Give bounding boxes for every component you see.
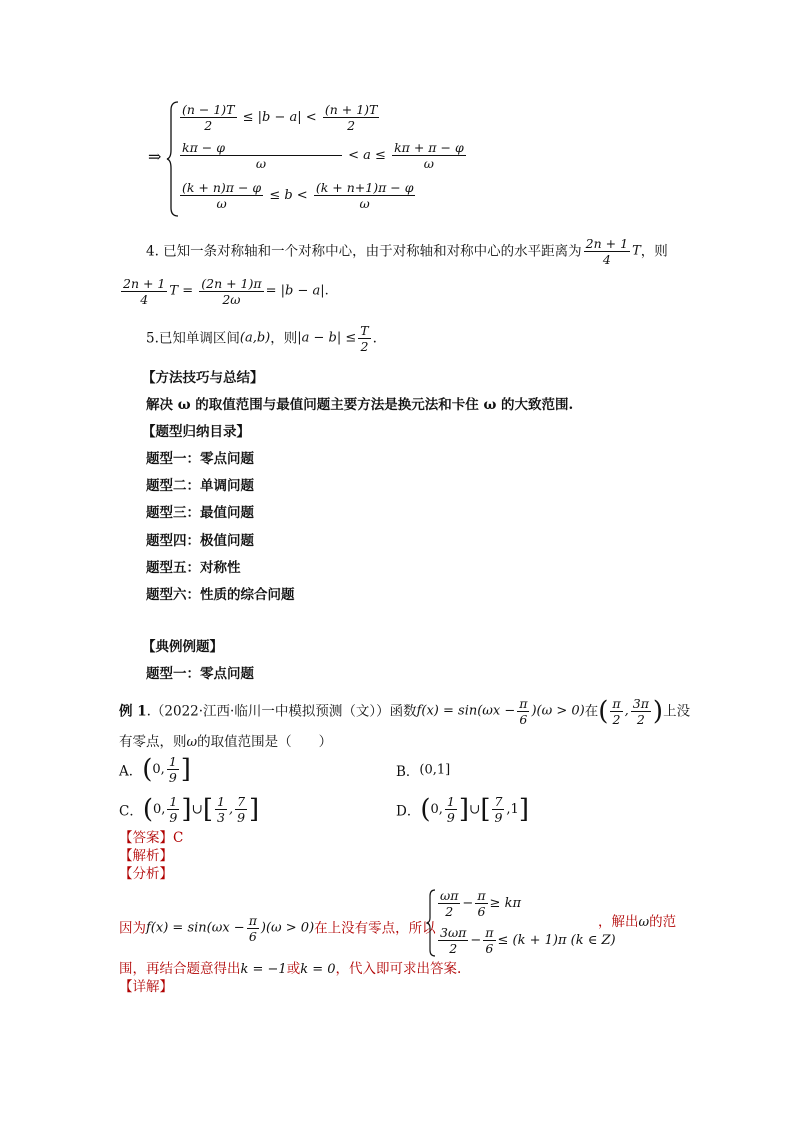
catalog-heading: 【题型归纳目录】 bbox=[142, 424, 250, 440]
answer-reason-tail: ，解出ω的范 bbox=[598, 914, 677, 930]
answer-brace bbox=[426, 888, 436, 958]
option-b[interactable]: B．(0,1] bbox=[396, 762, 451, 780]
method-text: 解决 ω 的取值范围与最值问题主要方法是换元法和卡住 ω 的大致范围. bbox=[146, 397, 574, 413]
option-a[interactable]: A．(0, $\frac{1}{9}$ ] bbox=[119, 754, 191, 785]
system1-row3: $\frac{(k + n)\pi - \varphi}{\omega}$ ≤ b < $\frac{(k + n+1)\pi - \varphi}{\omega}$ bbox=[182, 180, 414, 211]
option-c[interactable]: C．(0, $\frac{1}{9}$ ]∪[ $\frac{1}{3}$ , $\frac{7}{9}$ ] bbox=[119, 794, 260, 825]
option-d[interactable]: D．(0, $\frac{1}{9}$ ]∪[ $\frac{7}{9}$ ,1] bbox=[396, 794, 529, 825]
method-heading: 【方法技巧与总结】 bbox=[142, 370, 264, 386]
implies-symbol: ⇒ bbox=[148, 147, 162, 166]
detail-label: 【详解】 bbox=[119, 979, 173, 995]
answer-reason-line2: 围，再结合题意得出k = −1或k = 0，代入即可求出答案. bbox=[119, 961, 462, 977]
catalog-item: 题型五：对称性 bbox=[146, 560, 241, 576]
system1-row2: $\frac{k\pi - \varphi}{\omega}$ < a ≤ $\frac{k\pi + \pi - \varphi}{\omega}$ bbox=[182, 140, 464, 171]
catalog-item: 题型三：最值问题 bbox=[146, 505, 254, 521]
answer-system-row1: $\frac{\omega\pi}{2}$ − $\frac{\pi}{6}$ ≥ kπ bbox=[440, 888, 521, 919]
answer-label: 【答案】C bbox=[119, 830, 184, 846]
fenxi-label: 【分析】 bbox=[119, 866, 173, 882]
example1-line2: 有零点，则ω的取值范围是（ ） bbox=[119, 734, 333, 750]
catalog-item: 题型四：极值问题 bbox=[146, 533, 254, 549]
item5-line: 5.已知单调区间(a,b)，则|a − b| ≤ $\frac{T}{2}$ . bbox=[146, 323, 377, 354]
item4-line1: 4. 已知一条对称轴和一个对称中心，由于对称轴和对称中心的水平距离为 $\frac{2n + 1}{4}$ T，则 bbox=[146, 236, 668, 267]
system1-row1: $\frac{(n - 1)T}{2}$ ≤ |b − a| < $\frac{(n + 1)T}{2}$ bbox=[182, 102, 378, 133]
examples-heading: 【典例例题】 bbox=[142, 639, 223, 655]
type1-heading: 题型一：零点问题 bbox=[146, 666, 254, 682]
answer-system-row2: $\frac{3\omega\pi}{2}$ − $\frac{\pi}{6}$ ≤ (k + 1)π (k ∈ Z) bbox=[440, 925, 616, 956]
catalog-item: 题型二：单调问题 bbox=[146, 478, 254, 494]
example1-line1: 例 1.（2022·江西·临川一中模拟预测（文））函数f(x) = sin(ωx − $\frac{\pi}{6}$ )(ω > 0)在( $\frac{\pi}{2}$ , $\frac{3\pi}{2}$ )上没 bbox=[119, 696, 691, 727]
catalog-item: 题型一：零点问题 bbox=[146, 451, 254, 467]
item4-equation: $\frac{2n + 1}{4}$ T = $\frac{(2n + 1)\pi}{2\omega}$ = |b − a|. bbox=[123, 276, 329, 307]
analysis-label: 【解析】 bbox=[119, 848, 173, 864]
catalog-item: 题型六：性质的综合问题 bbox=[146, 587, 295, 603]
answer-reason-line1: 因为f(x) = sin(ωx − $\frac{\pi}{6}$ )(ω > 0)在上没有零点，所以 bbox=[119, 913, 436, 944]
